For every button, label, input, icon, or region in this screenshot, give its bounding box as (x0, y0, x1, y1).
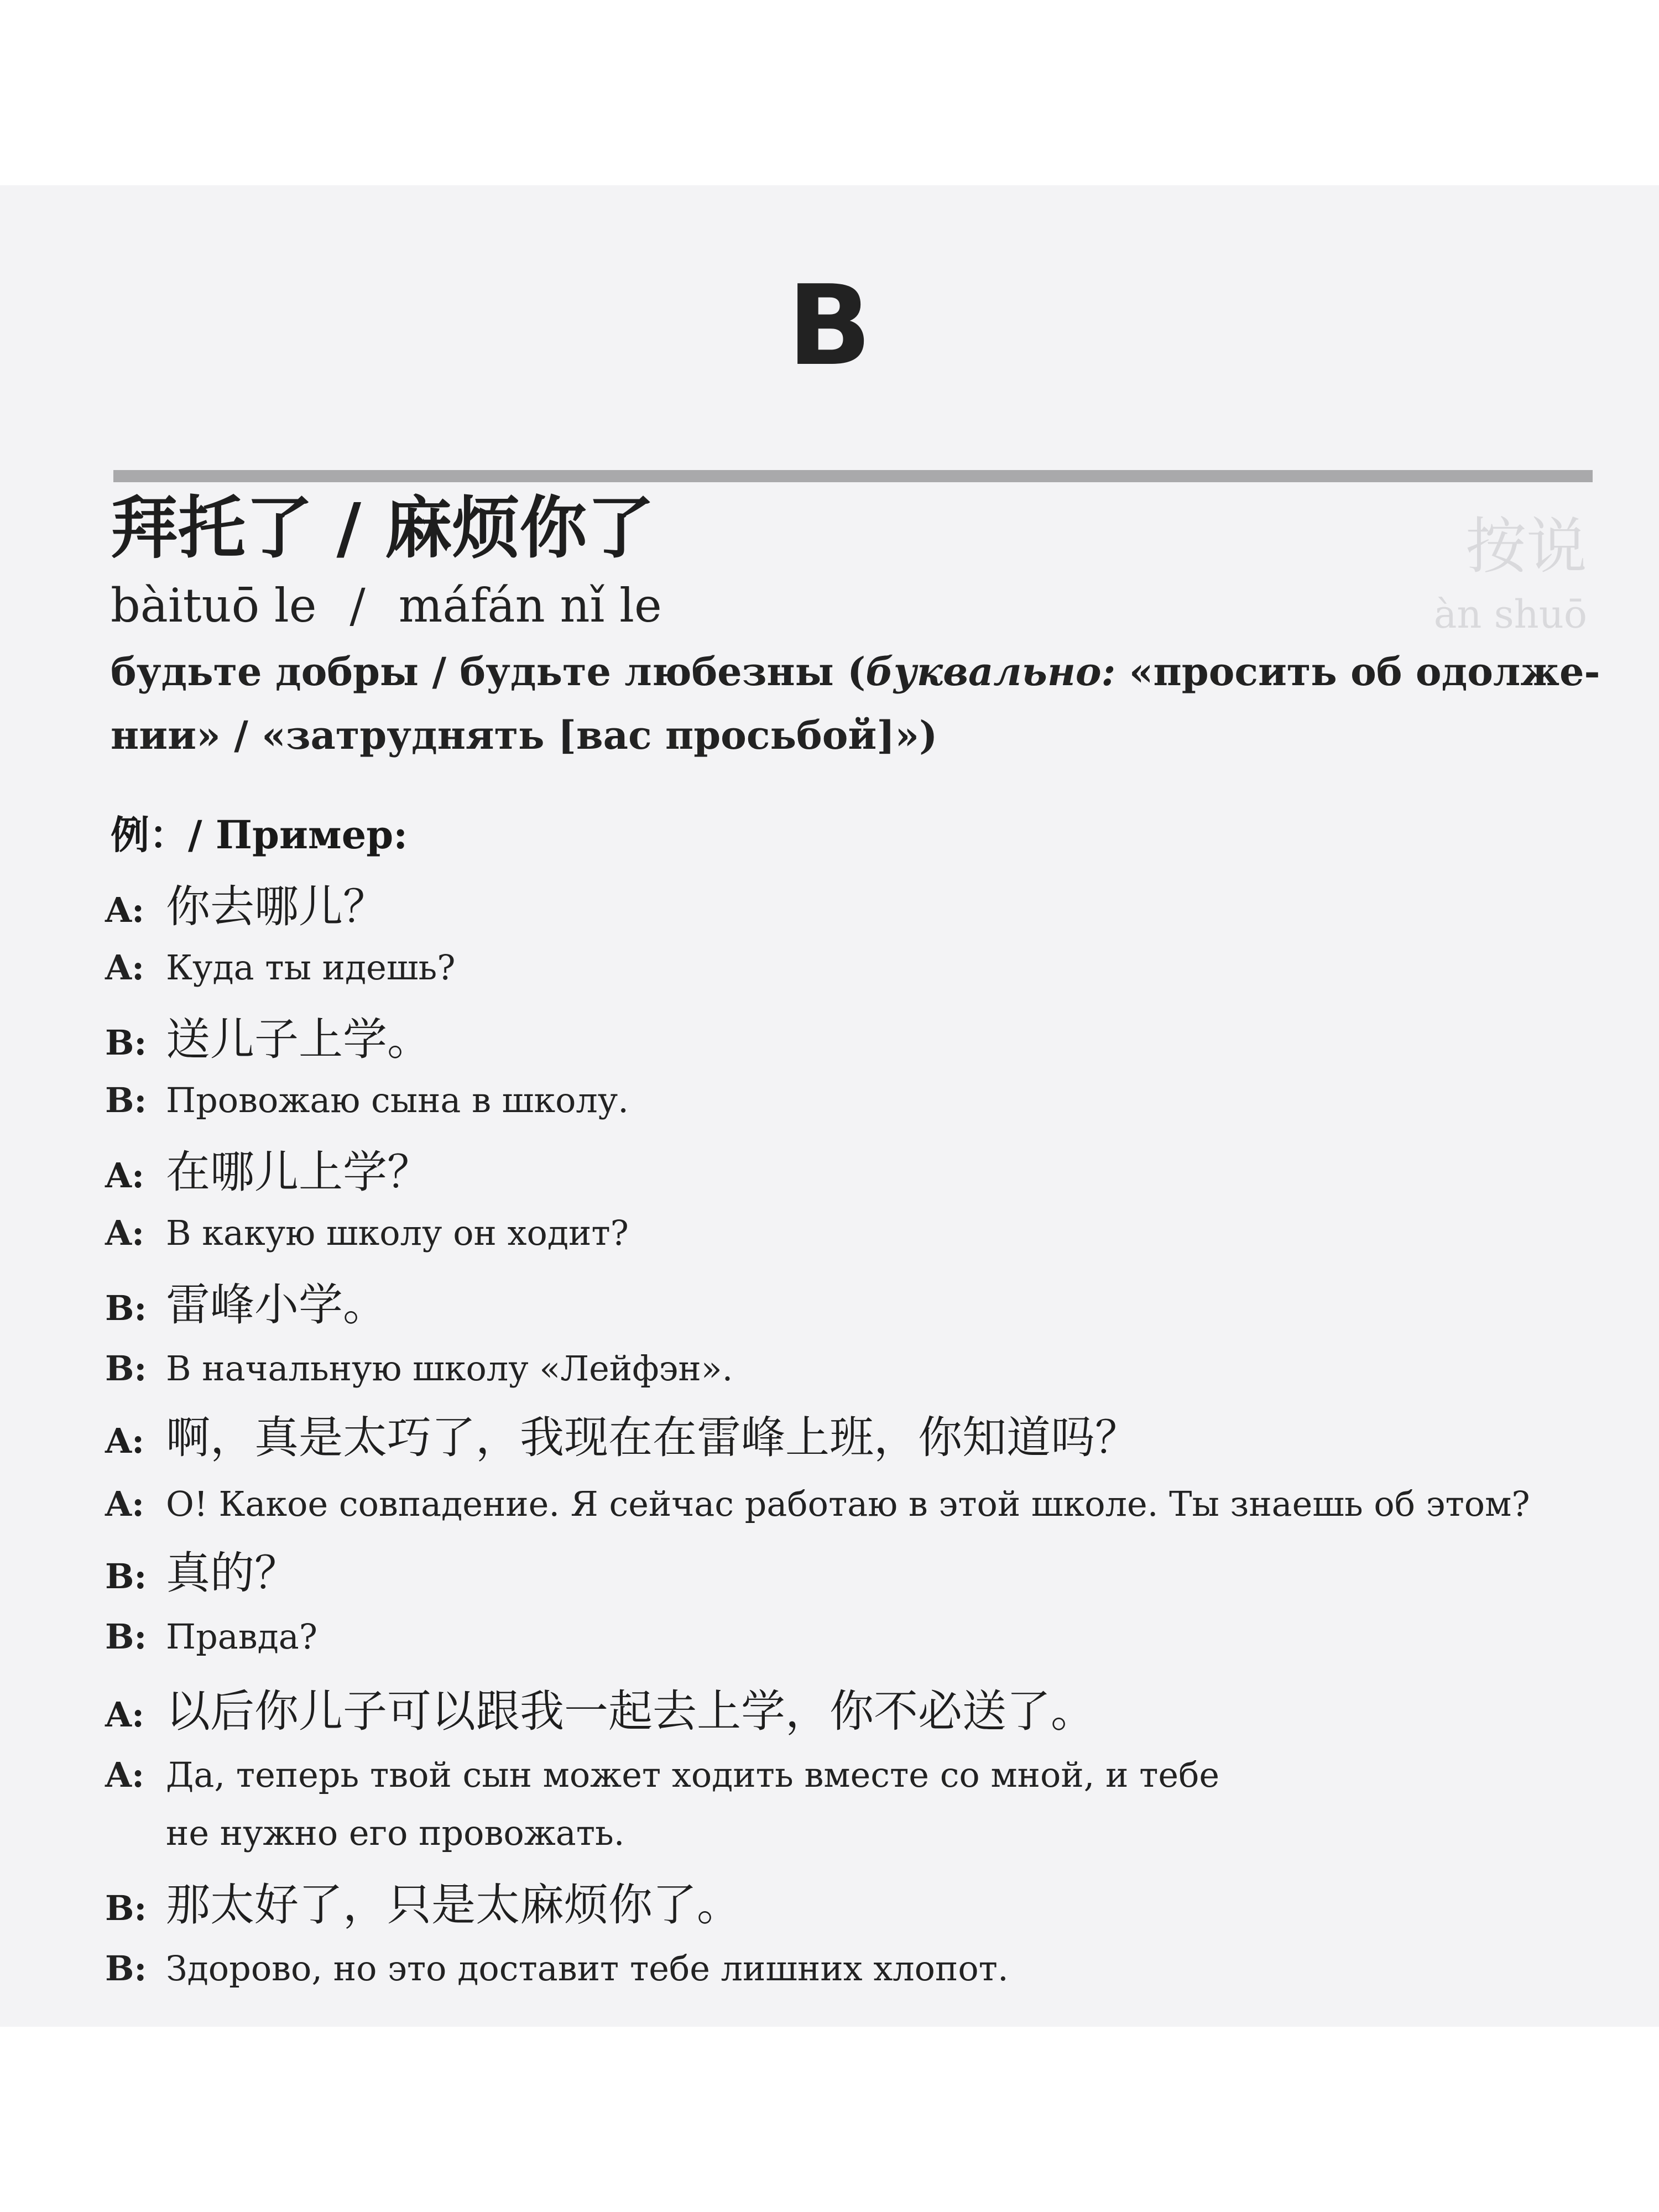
speaker-label: A: (105, 1694, 144, 1735)
russian-text: Правда? (166, 1616, 318, 1657)
dialogue-line-ru (105, 1477, 1530, 1532)
dialogue-line-ru (105, 1941, 1009, 1996)
chinese-text: 在哪儿上学？ (166, 1146, 431, 1198)
dialogue-line-zh (105, 1142, 431, 1206)
russian-text: Здорово, но это доставит тебе лишних хлопот. (166, 1948, 1009, 1989)
translation-post: «просить об одолже- (1115, 649, 1600, 695)
dialogue-line-ru (105, 1747, 1219, 1803)
russian-text: Да, теперь твой сын может ходить вместе со мной, и тебе (166, 1755, 1220, 1795)
speaker-label: A: (105, 1155, 144, 1196)
speaker-label: B: (105, 1080, 147, 1120)
speaker-label: A: (105, 1484, 144, 1524)
dialogue-line-ru (105, 940, 456, 995)
show-through-text: 按说 (1465, 511, 1587, 582)
pinyin-a: bàituō le (111, 578, 317, 633)
speaker-label: B: (105, 1022, 147, 1063)
speaker-label: A: (105, 890, 144, 930)
section-letter: B (787, 262, 872, 390)
entry-translation-line2: нии» / «затруднять [вас просьбой]») (111, 712, 938, 758)
dialogue-line-zh (105, 1009, 431, 1073)
speaker-label: A: (105, 1213, 144, 1253)
russian-text: О! Какое совпадение. Я сейчас работаю в этой школе. Ты знаешь об этом? (166, 1484, 1530, 1524)
speaker-label: B: (105, 1948, 147, 1989)
speaker-label: A: (105, 1421, 144, 1461)
dialogue-line-zh (105, 1275, 387, 1339)
speaker-label: B: (105, 1888, 147, 1928)
chinese-text: 真的？ (166, 1547, 299, 1599)
dialogue-line-ru (105, 1609, 317, 1665)
dialogue-line-ru (105, 1206, 629, 1261)
chinese-text: 送儿子上学。 (166, 1014, 431, 1065)
entry-pinyin (111, 575, 662, 636)
dialogue-line-zh (105, 877, 387, 941)
speaker-label: A: (105, 947, 144, 988)
entry-title: 拜托了 / 麻烦你了 (111, 489, 655, 567)
speaker-label: A: (105, 1755, 144, 1795)
chinese-text: 以后你儿子可以跟我一起去上学，你不必送了。 (166, 1686, 1095, 1737)
section-divider (113, 470, 1593, 482)
translation-pre: будьте добры / будьте любезны ( (111, 649, 866, 695)
speaker-label: B: (105, 1288, 147, 1328)
show-through-text: àn shuō (1433, 592, 1587, 637)
dialogue-line-ru (105, 1073, 629, 1128)
speaker-label: B: (105, 1348, 147, 1389)
dialogue-line-ru-continuation: не нужно его провожать. (166, 1813, 625, 1853)
russian-text: Провожаю сына в школу. (166, 1080, 629, 1120)
chinese-text: 那太好了，只是太麻烦你了。 (166, 1879, 741, 1931)
speaker-label: B: (105, 1616, 147, 1657)
dialogue-line-ru (105, 1341, 733, 1396)
entry-translation-line1 (111, 644, 1600, 700)
translation-italic: буквально: (865, 649, 1116, 695)
pinyin-b: máfán nǐ le (398, 578, 662, 633)
russian-text: В начальную школу «Лейфэн». (166, 1348, 733, 1389)
russian-text: В какую школу он ходит? (166, 1213, 629, 1253)
dialogue-line-zh (105, 1681, 1095, 1745)
pinyin-separator: / (349, 578, 366, 633)
chinese-text: 你去哪儿？ (166, 881, 387, 932)
chinese-text: 啊，真是太巧了，我现在在雷峰上班，你知道吗？ (166, 1412, 1139, 1463)
dialogue-line-zh (105, 1875, 741, 1939)
dialogue-line-zh (105, 1407, 1139, 1472)
chinese-text: 雷峰小学。 (166, 1279, 387, 1331)
russian-text: Куда ты идешь? (166, 947, 456, 988)
dialogue-line-zh (105, 1543, 299, 1607)
example-label: 例：/ Пример: (111, 812, 408, 858)
speaker-label: B: (105, 1556, 147, 1597)
